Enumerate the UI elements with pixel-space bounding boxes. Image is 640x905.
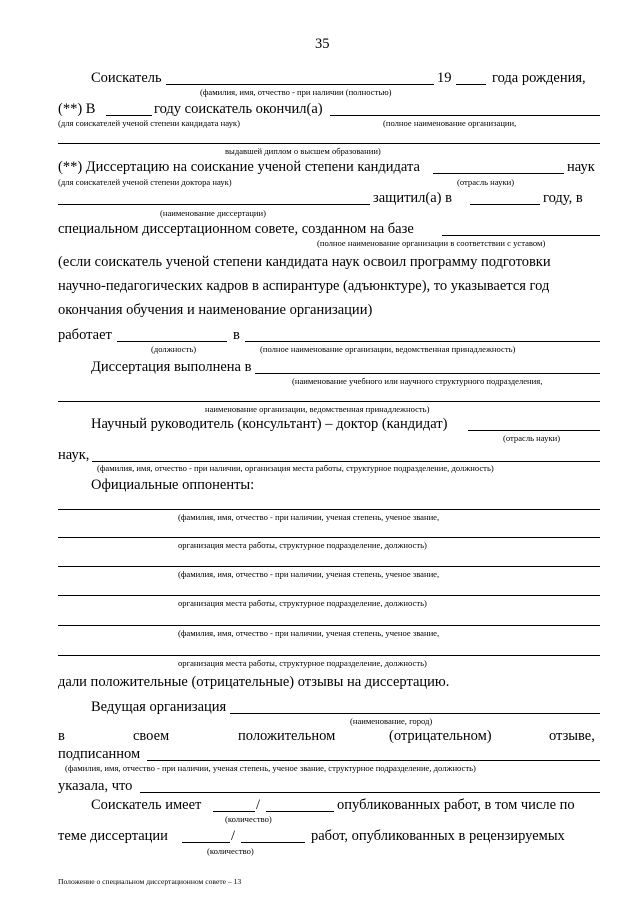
word-v: в — [58, 728, 65, 744]
opponent-2-name-line[interactable] — [58, 566, 600, 567]
word-negative: (отрицательном) — [389, 728, 492, 744]
hint-signer-details: (фамилия, имя, отчество - при наличии, ученая степень, ученое звание, структурное подразделение, должность) — [65, 763, 476, 773]
topic-works-line[interactable] — [182, 842, 230, 843]
hint-issued-diploma: выдавшей диплом о высшем образовании) — [225, 146, 381, 156]
hint-opp2-b: организация места работы, структурное подразделение, должность) — [178, 598, 427, 608]
defense-year-line[interactable] — [470, 204, 540, 205]
graduation-year-line[interactable] — [106, 115, 152, 116]
label-soiskatel-has: Соискатель имеет — [91, 797, 202, 813]
label-doc-cand: (**) В — [58, 101, 96, 117]
hint-org-dept: (полное наименование организации, ведомственная принадлежность) — [260, 344, 516, 354]
label-diss-done: Диссертация выполнена в — [91, 359, 252, 375]
opponent-1-name-line[interactable] — [58, 509, 600, 510]
position-line[interactable] — [117, 341, 227, 342]
label-year-19: 19 — [437, 70, 452, 86]
birth-year-line[interactable] — [456, 84, 486, 85]
label-published: опубликованных работ, в том числе по — [337, 797, 575, 813]
dissertation-title-line[interactable] — [58, 204, 370, 205]
hint-opp1-a: (фамилия, имя, отчество - при наличии, ученая степень, ученое звание, — [178, 512, 440, 522]
opponent-2-org-line[interactable] — [58, 595, 600, 596]
page-number: 35 — [315, 36, 330, 52]
signer-line[interactable] — [147, 760, 600, 761]
diploma-org-line[interactable] — [58, 143, 600, 144]
works-total-line[interactable] — [213, 811, 255, 812]
label-signed: подписанном — [58, 746, 141, 762]
para-line-2: научно-педагогических кадров в аспирантуре (адъюнктуре), то указывается год — [58, 278, 550, 294]
dissertation-org-line[interactable] — [58, 401, 600, 402]
word-otzyve: отзыве, — [549, 728, 595, 744]
works-total-pages-line[interactable] — [266, 811, 334, 812]
label-birth-year: года рождения, — [492, 70, 586, 86]
graduation-org-line[interactable] — [330, 115, 600, 116]
hint-field-2: (отрасль науки) — [503, 433, 561, 443]
hint-for-doctor: (для соискателей ученой степени доктора наук) — [58, 177, 232, 187]
supervisor-details-line[interactable] — [92, 461, 600, 462]
label-year-v: году, в — [543, 190, 583, 206]
para-line-1: (если соискатель ученой степени кандидата наук освоил программу подготовки — [58, 254, 551, 270]
label-v-1: в — [233, 327, 240, 343]
label-special-council: специальном диссертационном совете, созданном на базе — [58, 221, 414, 237]
label-nauk-2: наук, — [58, 447, 90, 463]
label-topic: теме диссертации — [58, 828, 168, 844]
hint-opp2-a: (фамилия, имя, отчество - при наличии, ученая степень, ученое звание, — [178, 569, 440, 579]
label-supervisor: Научный руководитель (консультант) – доктор (кандидат) — [91, 416, 448, 432]
opponent-3-org-line[interactable] — [58, 655, 600, 656]
hint-opp1-b: организация места работы, структурное подразделение, должность) — [178, 540, 427, 550]
label-defended: защитил(а) в — [373, 190, 452, 206]
hint-name-city: (наименование, город) — [350, 716, 433, 726]
hint-edu-unit: (наименование учебного или научного структурного подразделения, — [292, 376, 543, 386]
label-year-graduated: году соискатель окончил(а) — [154, 101, 323, 117]
label-published-peer: работ, опубликованных в рецензируемых — [311, 828, 565, 844]
label-nauk-1: наук — [567, 159, 595, 175]
hint-opp3-a: (фамилия, имя, отчество - при наличии, ученая степень, ученое звание, — [178, 628, 440, 638]
word-positive: положительном — [238, 728, 336, 744]
label-opponents: Официальные оппоненты: — [91, 477, 255, 493]
label-lead-org: Ведущая организация — [91, 699, 227, 715]
hint-for-cand: (для соискателей ученой степени кандидата наук) — [58, 118, 240, 128]
label-gave-reviews: дали положительные (отрицательные) отзывы на диссертацию. — [58, 674, 450, 690]
workplace-line[interactable] — [245, 341, 600, 342]
science-field-line[interactable] — [433, 173, 564, 174]
council-base-line[interactable] — [442, 235, 600, 236]
hint-org-full-name: (полное наименование организации, — [383, 118, 517, 128]
topic-works-pages-line[interactable] — [241, 842, 305, 843]
footer: Положение о специальном диссертационном совете – 13 — [58, 877, 242, 886]
para-line-3: окончания обучения и наименование организации) — [58, 302, 373, 318]
label-soiskatel: Соискатель — [91, 70, 162, 86]
hint-supervisor-details: (фамилия, имя, отчество - при наличии, организация места работы, структурное подразделение, должность) — [97, 463, 494, 473]
supervisor-field-line[interactable] — [468, 430, 600, 431]
hint-org-dept-2: наименование организации, ведомственная принадлежность) — [205, 404, 430, 414]
hint-position: (должность) — [151, 344, 197, 354]
word-svoem: своем — [133, 728, 170, 744]
opponent-1-org-line[interactable] — [58, 537, 600, 538]
dissertation-unit-line[interactable] — [255, 373, 600, 374]
hint-fio-full: (фамилия, имя, отчество - при наличии (полностью) — [200, 87, 392, 97]
hint-org-charter: (полное наименование организации в соответствии с уставом) — [317, 238, 546, 248]
lead-org-line[interactable] — [230, 713, 600, 714]
fio-line[interactable] — [166, 84, 434, 85]
label-indicated: указала, что — [58, 778, 133, 794]
opponent-3-name-line[interactable] — [58, 625, 600, 626]
hint-field-1: (отрасль науки) — [457, 177, 515, 187]
slash-2: / — [231, 828, 236, 844]
hint-count-1: (количество) — [225, 814, 272, 824]
hint-opp3-b: организация места работы, структурное подразделение, должность) — [178, 658, 427, 668]
slash-1: / — [256, 797, 261, 813]
hint-count-2: (количество) — [207, 846, 254, 856]
label-works: работает — [58, 327, 112, 343]
indicated-line[interactable] — [140, 792, 600, 793]
label-doc-dissertation: (**) Диссертацию на соискание ученой степени кандидата — [58, 159, 420, 175]
hint-diss-name: (наименование диссертации) — [160, 208, 266, 218]
